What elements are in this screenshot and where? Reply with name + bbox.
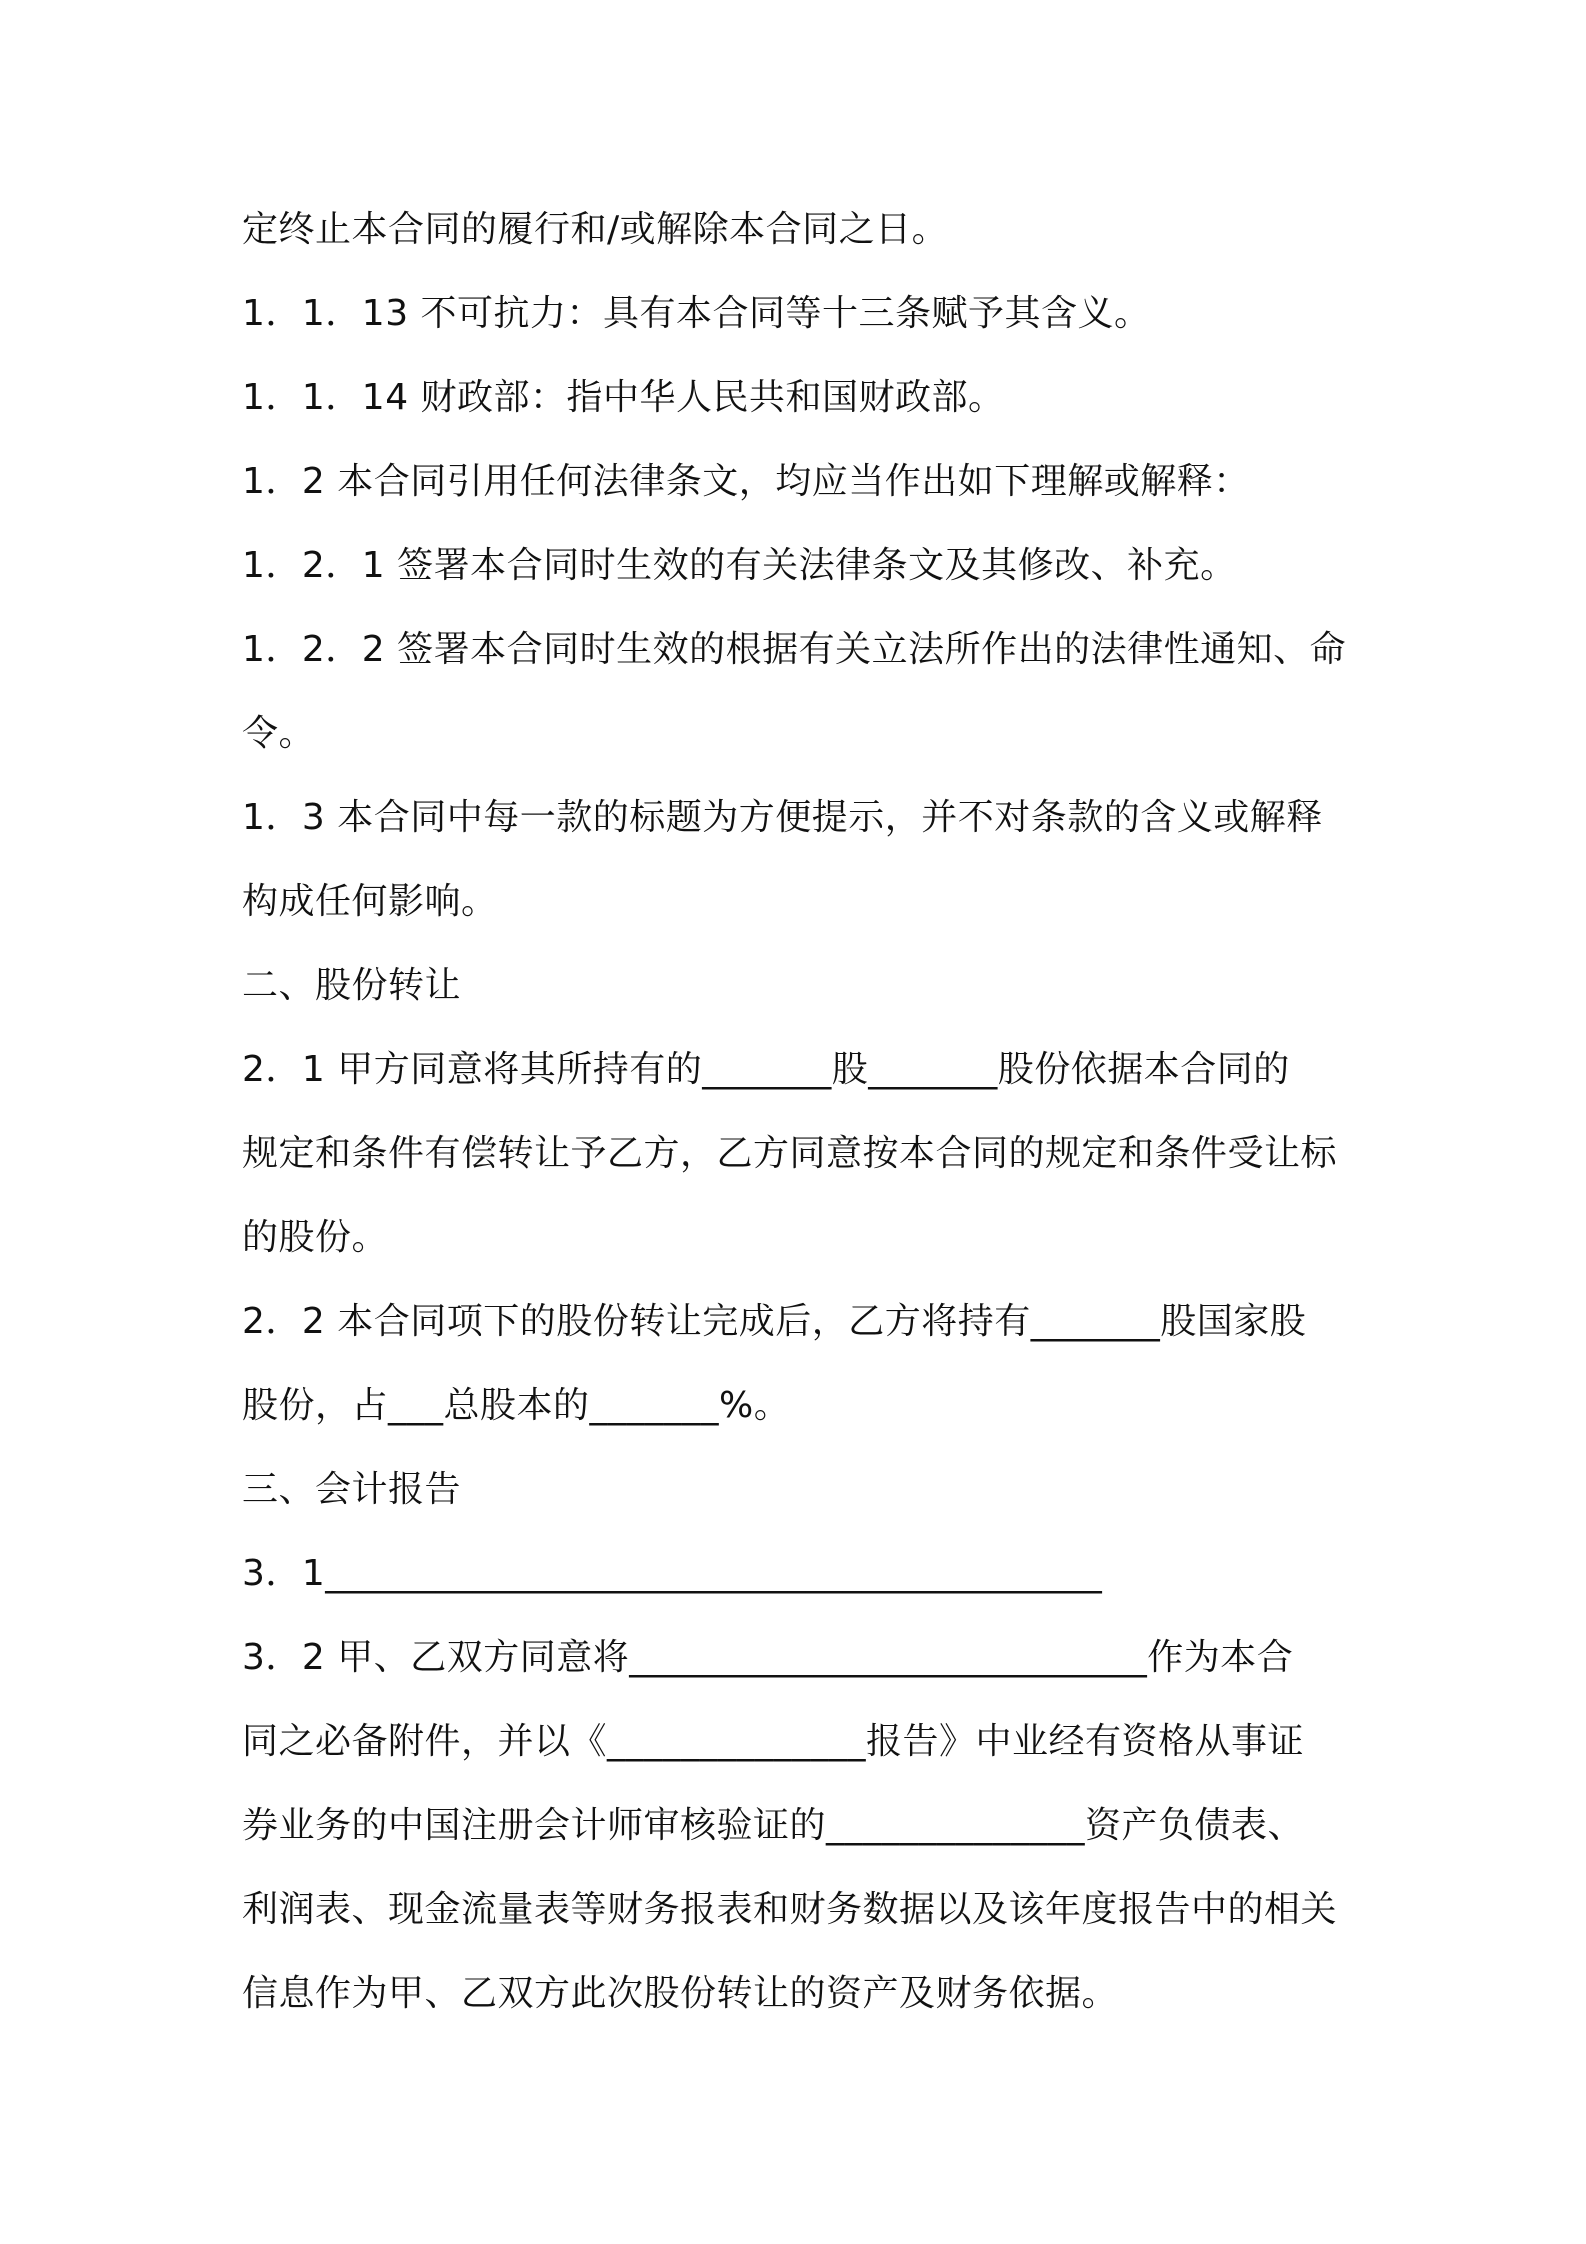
clause-3-2: 3．2 甲、乙双方同意将____________________________作为本合	[242, 1637, 1294, 1678]
clause-1-2-2: 1．2．2 签署本合同时生效的根据有关立法所作出的法律性通知、命	[242, 629, 1347, 670]
clause-1-2: 1．2 本合同引用任何法律条文，均应当作出如下理解或解释：	[242, 461, 1250, 502]
text-line: 券业务的中国注册会计师审核验证的______________资产负债表、	[242, 1805, 1305, 1846]
text-line: 股份，占___总股本的_______%。	[242, 1385, 791, 1426]
text-line: 同之必备附件，并以《______________报告》中业经有资格从事证	[242, 1721, 1305, 1762]
text-line: 构成任何影响。	[242, 881, 498, 922]
clause-1-1-13: 1．1．13 不可抗力：具有本合同等十三条赋予其含义。	[242, 293, 1151, 334]
text-line: 的股份。	[242, 1217, 389, 1258]
text-line: 信息作为甲、乙双方此次股份转让的资产及财务依据。	[242, 1973, 1119, 2014]
text-line: 定终止本合同的履行和/或解除本合同之日。	[242, 209, 949, 250]
clause-1-1-14: 1．1．14 财政部：指中华人民共和国财政部。	[242, 377, 1005, 418]
clause-1-3: 1．3 本合同中每一款的标题为方便提示，并不对条款的含义或解释	[242, 797, 1323, 838]
section-heading-share-transfer: 二、股份转让	[242, 965, 462, 1006]
section-heading-accounting-report: 三、会计报告	[242, 1469, 462, 1510]
clause-2-2: 2．2 本合同项下的股份转让完成后，乙方将持有_______股国家股	[242, 1301, 1307, 1342]
text-line: 规定和条件有偿转让予乙方，乙方同意按本合同的规定和条件受让标	[242, 1133, 1338, 1174]
clause-2-1: 2．1 甲方同意将其所持有的_______股_______股份依据本合同的	[242, 1049, 1290, 1090]
clause-3-1: 3．1__________________________________________	[242, 1553, 1103, 1594]
text-line: 令。	[242, 713, 316, 754]
clause-1-2-1: 1．2．1 签署本合同时生效的有关法律条文及其修改、补充。	[242, 545, 1237, 586]
text-line: 利润表、现金流量表等财务报表和财务数据以及该年度报告中的相关	[242, 1889, 1338, 1930]
document-body	[242, 188, 1362, 2036]
